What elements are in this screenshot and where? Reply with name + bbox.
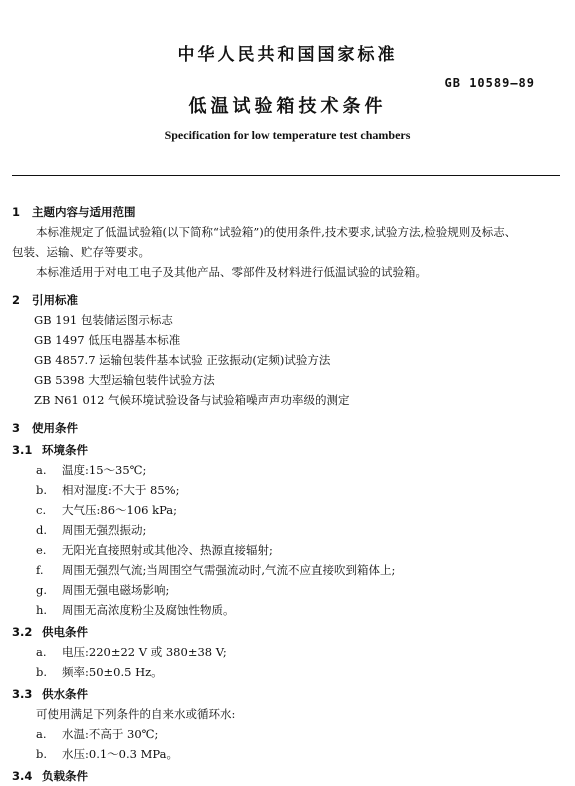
header-divider [12, 175, 560, 176]
list-item: c. 大气压:86～106 kPa; [36, 503, 178, 517]
reference-item: GB 4857.7 运输包装件基本试验 正弦振动(定频)试验方法 [34, 353, 331, 367]
document-body [12, 202, 564, 786]
list-item: b. 频率:50±0.5 Hz。 [36, 665, 163, 679]
list-item: a. 水温:不高于 30℃; [36, 727, 159, 741]
section-1-heading: 1 主题内容与适用范围 [12, 205, 136, 219]
subsection-3-4-heading: 3.4 负载条件 [12, 769, 88, 783]
list-item: a. 电压:220±22 V 或 380±38 V; [36, 645, 227, 659]
list-item: b. 相对湿度:不大于 85%; [36, 483, 180, 497]
list-item: b. 水压:0.1～0.3 MPa。 [36, 747, 178, 761]
reference-item: ZB N61 012 气候环境试验设备与试验箱噪声声功率级的测定 [34, 393, 350, 407]
list-item: a. 温度:15～35℃; [36, 463, 147, 477]
section-3-heading: 3 使用条件 [12, 421, 78, 435]
issuing-authority: 中华人民共和国国家标准 [177, 45, 398, 65]
list-item: f. 周围无强烈气流;当周围空气需强流动时,气流不应直接吹到箱体上; [36, 563, 396, 577]
section-1-para-1: 本标准规定了低温试验箱(以下简称“试验箱”)的使用条件,技术要求,试验方法,检验规则及标志、 [36, 225, 517, 239]
section-1-para-2: 本标准适用于对电工电子及其他产品、零部件及材料进行低温试验的试验箱。 [36, 265, 427, 279]
list-item: e. 无阳光直接照射或其他冷、热源直接辐射; [36, 543, 273, 557]
list-item: g. 周围无强电磁场影响; [36, 583, 170, 597]
standard-code: GB 10589—89 [444, 76, 535, 90]
subsection-3-1-heading: 3.1 环境条件 [12, 443, 88, 457]
list-item: h. 周围无高浓度粉尘及腐蚀性物质。 [36, 603, 235, 617]
subsection-3-2-heading: 3.2 供电条件 [12, 625, 88, 639]
subsection-3-3-intro: 可使用满足下列条件的自来水或循环水: [36, 707, 236, 721]
document-title-english: Specification for low temperature test chambers [164, 128, 411, 142]
subsection-3-3-heading: 3.3 供水条件 [12, 687, 88, 701]
reference-item: GB 5398 大型运输包装件试验方法 [34, 373, 215, 387]
reference-item: GB 1497 低压电器基本标准 [34, 333, 181, 347]
reference-item: GB 191 包装储运图示标志 [34, 313, 173, 327]
list-item: d. 周围无强烈振动; [36, 523, 147, 537]
section-1-para-1-cont: 包装、运输、贮存等要求。 [12, 245, 150, 259]
document-title: 低温试验箱技术条件 [188, 96, 387, 117]
section-2-heading: 2 引用标准 [12, 293, 78, 307]
